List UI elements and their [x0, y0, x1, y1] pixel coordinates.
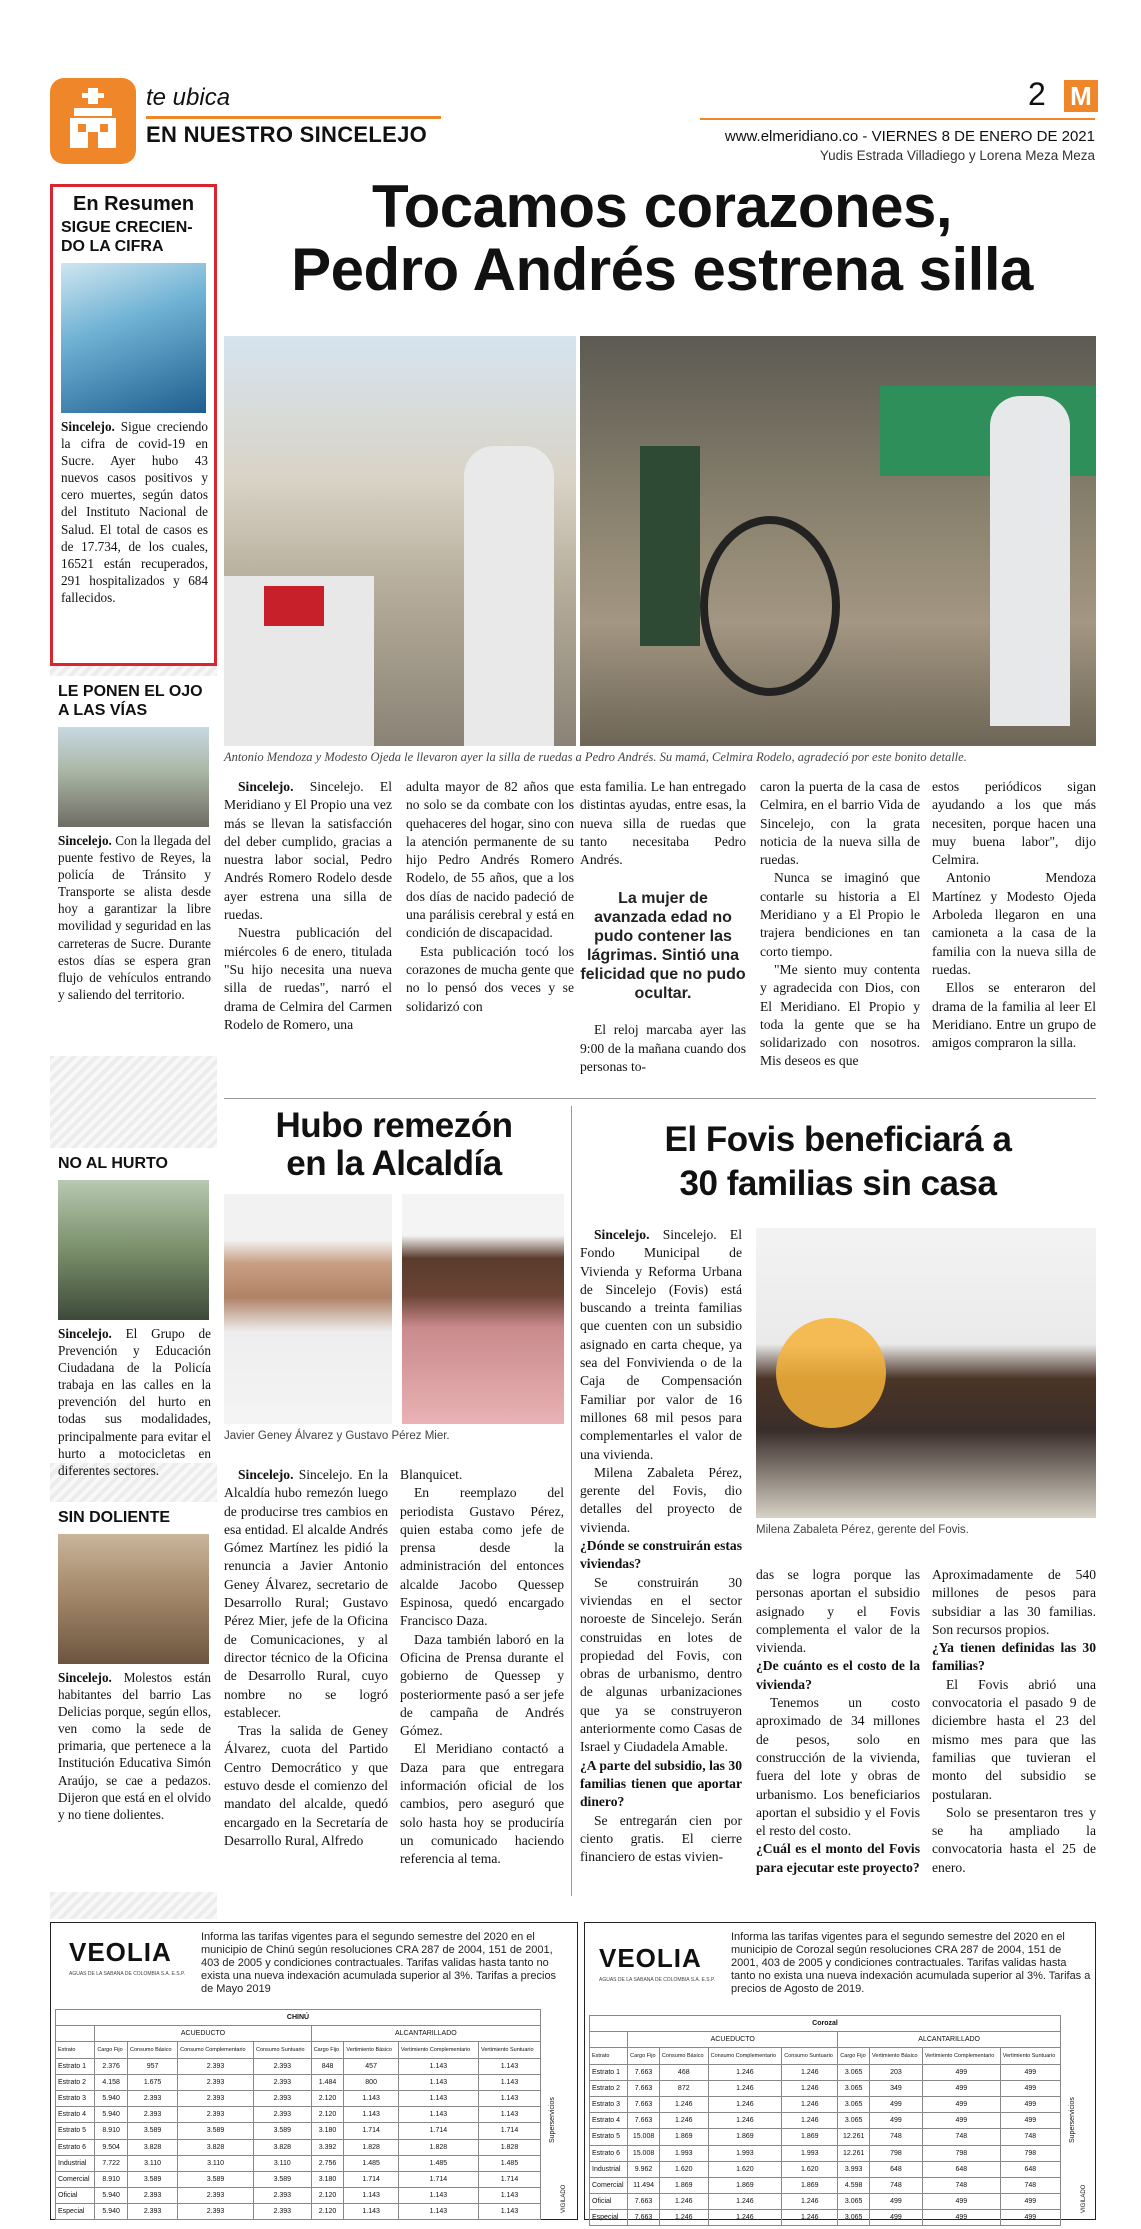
table-cell: 3.589 [128, 2171, 178, 2187]
table-cell: 1.246 [708, 2210, 782, 2226]
table-cell: 800 [344, 2074, 398, 2090]
table-cell: 2.393 [253, 2188, 311, 2204]
table-cell: 1.143 [344, 2188, 398, 2204]
sidebar-text: Sincelejo. Con la llegada del puente festivo de Reyes, la policía de Tránsito y Transporte se alista desde hoy a garantizar la libre movilidad y seguridad en las carreteras de Sucre. Durante estos días se espera gran flujo de vehículos entrando y saliendo del territorio. [58, 833, 211, 1002]
table-cell: 1.485 [344, 2155, 398, 2171]
table-row [56, 2171, 541, 2187]
table-cell: 1.993 [708, 2145, 782, 2161]
table-cell: 5.940 [95, 2204, 128, 2220]
table-group: ALCANTARILLADO [311, 2026, 540, 2042]
table-group: ACUEDUCTO [95, 2026, 311, 2042]
table-cell: 499 [870, 2113, 923, 2129]
table-town: CHINÚ [56, 2010, 541, 2026]
table-cell: 748 [870, 2177, 923, 2193]
table-cell: 1.246 [782, 2096, 838, 2112]
table-cell: 7.663 [628, 2080, 660, 2096]
table-header: Cargo Fijo [311, 2042, 344, 2058]
table-header: Cargo Fijo [838, 2048, 870, 2064]
table-cell: 1.143 [398, 2090, 478, 2106]
table-cell: 4.598 [838, 2177, 870, 2193]
table-cell: 1.246 [782, 2080, 838, 2096]
table-cell: 1.246 [659, 2210, 708, 2226]
main-caption: Antonio Mendoza y Modesto Ojeda le llevaron ayer la silla de ruedas a Pedro Andrés. Su mamá, Celmira Rodelo, agradeció por este bonito detalle. [224, 750, 967, 764]
table-cell: 468 [659, 2064, 708, 2080]
table-cell: 2.393 [253, 2058, 311, 2074]
table-cell: 1.714 [398, 2171, 478, 2187]
table-row [590, 2113, 1061, 2129]
table-row [56, 2058, 541, 2074]
sidebar-item-vias [50, 676, 217, 1056]
table-cell: 1.484 [311, 2074, 344, 2090]
table-row-label: Especial [56, 2204, 95, 2220]
table-cell: 2.393 [178, 2107, 254, 2123]
main-col-5: estos periódicos sigan ayudando a los que más necesiten, porque hacen una muy buena labor", dijo Celmira. Antonio Mendoza Martínez y Modesto Ojeda Arboleda llegaron en una camioneta a la casa de la familia con la nueva silla de ruedas. Ellos se enteraron del drama de la familia al leer El Meridiano. Entre un grupo de amigos compraron la silla. [932, 779, 1096, 1051]
table-cell: 798 [870, 2145, 923, 2161]
table-cell: 499 [1000, 2080, 1060, 2096]
table-row-label: Industrial [590, 2161, 628, 2177]
table-row-label: Oficial [56, 2188, 95, 2204]
table-cell: 1.246 [659, 2096, 708, 2112]
table-row-label: Estrato 2 [56, 2074, 95, 2090]
table-cell: 2.393 [178, 2204, 254, 2220]
table-row [56, 2123, 541, 2139]
table-cell: 1.620 [782, 2161, 838, 2177]
table-row [56, 2204, 541, 2220]
table-row-label: Estrato 6 [590, 2145, 628, 2161]
zabaleta-photo [756, 1228, 1096, 1518]
table-cell: 7.663 [628, 2210, 660, 2226]
table-cell: 2.376 [95, 2058, 128, 2074]
table-cell: 499 [1000, 2064, 1060, 2080]
table-cell: 3.589 [128, 2123, 178, 2139]
table-cell: 2.756 [311, 2155, 344, 2171]
perez-photo [402, 1194, 564, 1424]
table-town: Corozal [590, 2016, 1061, 2032]
sidebar [50, 184, 217, 1919]
police-photo [58, 1180, 209, 1320]
sidebar-head: SIGUE CRECIEN-DO LA CIFRA [61, 219, 193, 255]
table-cell: 1.143 [398, 2188, 478, 2204]
fovis-col-2: das se logra porque las personas aportan el subsidio asignado y el Fovis complementa el valor de la vivienda. ¿De cuánto es el costo de la vivienda? Tenemos un costo aproximado de 34 millones de pesos, solo en construcción de la vivienda, fuera del lote y obras de urbanismo. Los beneficiarios aportan el subsidio y el Fovis el resto del costo. ¿Cuál es el monto del Fovis para ejecutar este proyecto? [756, 1567, 920, 1875]
table-cell: 349 [870, 2080, 923, 2096]
table-cell: 5.940 [95, 2090, 128, 2106]
table-cell: 2.393 [178, 2090, 254, 2106]
table-row [56, 2188, 541, 2204]
sidebar-item-hurto [50, 1148, 217, 1478]
table-cell: 1.143 [478, 2090, 540, 2106]
table-row [590, 2161, 1061, 2177]
table-row [590, 2177, 1061, 2193]
table-row [56, 2090, 541, 2106]
kicker: te ubica [146, 84, 231, 111]
table-header: Consumo Suntuario [253, 2042, 311, 2058]
table-group: ALCANTARILLADO [838, 2032, 1061, 2048]
table-row [590, 2096, 1061, 2112]
table-row-label: Comercial [56, 2171, 95, 2187]
table-cell: 499 [922, 2194, 1000, 2210]
table-cell: 3.828 [253, 2139, 311, 2155]
table-cell: 4.158 [95, 2074, 128, 2090]
table-cell: 748 [922, 2177, 1000, 2193]
table-row [590, 2064, 1061, 2080]
table-cell: 3.180 [311, 2171, 344, 2187]
table-cell: 2.120 [311, 2107, 344, 2123]
table-header: Cargo Fijo [628, 2048, 660, 2064]
table-cell: 2.393 [128, 2188, 178, 2204]
column-divider [571, 1106, 572, 1896]
table-cell: 1.143 [344, 2204, 398, 2220]
fovis-headline-2: 30 familias sin casa [679, 1164, 997, 1203]
table-cell: 499 [1000, 2210, 1060, 2226]
table-row-label: Estrato 4 [590, 2113, 628, 2129]
alcaldia-col-2: Blanquicet. En reemplazo del periodista Gustavo Pérez, quien estaba como jefe de prensa desde la administración del entonces alcalde Jacobo Quessep Espinosa, quedó encargado Francisco Daza. Daza también laboró en la Oficina de Prensa durante el gobierno de Quessep y posteriormente pasó a ser jefe de campaña de Andrés Gómez. El Meridiano contactó a Daza para que entregara información oficial de los cambios, pero aseguró que solo hasta hoy se produciría un comunicado haciendo referencia al tema. [400, 1467, 564, 1867]
table-cell: 499 [922, 2096, 1000, 2112]
covid-photo [61, 263, 206, 413]
table-cell: 748 [1000, 2177, 1060, 2193]
fovis-headline-1: El Fovis beneficiará a [664, 1120, 1012, 1159]
table-cell: 1.246 [782, 2113, 838, 2129]
table-cell: 499 [870, 2194, 923, 2210]
table-cell: 1.246 [708, 2080, 782, 2096]
table-cell: 872 [659, 2080, 708, 2096]
table-header: Consumo Básico [659, 2048, 708, 2064]
table-cell: 1.143 [478, 2188, 540, 2204]
table-cell: 1.620 [659, 2161, 708, 2177]
table-cell: 2.393 [178, 2188, 254, 2204]
table-cell: 2.120 [311, 2188, 344, 2204]
table-cell: 1.828 [398, 2139, 478, 2155]
table-cell: 1.714 [344, 2123, 398, 2139]
table-cell: 2.393 [128, 2090, 178, 2106]
table-cell: 2.393 [253, 2090, 311, 2106]
table-cell: 1.143 [398, 2107, 478, 2123]
table-row-label: Estrato 4 [56, 2107, 95, 2123]
table-header: Estrato [56, 2042, 95, 2058]
table-cell: 7.663 [628, 2064, 660, 2080]
ad-text: Informa las tarifas vigentes para el segundo semestre del 2020 en el municipio de Corozal según resoluciones CRA 287 de 2004, 151 de 2001, 403 de 2005 y condiciones contractuales. Tarifas validas hasta tanto no exista una nueva indexación acumulada superior al 3%. Tarifas a precios de Agosto de 2019. [731, 1931, 1091, 1995]
table-cell: 9.962 [628, 2161, 660, 2177]
table-cell: 1.485 [478, 2155, 540, 2171]
table-cell: 957 [128, 2058, 178, 2074]
veolia-logo: VEOLIA [599, 1943, 702, 1973]
section-title: EN NUESTRO SINCELEJO [146, 122, 428, 147]
family-photo [580, 336, 1096, 746]
table-cell: 1.143 [398, 2058, 478, 2074]
table-cell: 1.246 [708, 2194, 782, 2210]
table-cell: 499 [1000, 2096, 1060, 2112]
table-cell: 1.714 [398, 2123, 478, 2139]
table-blank [590, 2032, 628, 2048]
table-cell: 1.714 [478, 2123, 540, 2139]
table-cell: 3.180 [311, 2123, 344, 2139]
table-row-label: Estrato 5 [56, 2123, 95, 2139]
sidebar-text: Sincelejo. El Grupo de Prevención y Educación Ciudadana de la Policía trabaja en las calles en la prevención del hurto en todas sus modalidades, principalmente para evitar el hurto a motocicletas en diferentes sectores. [58, 1326, 211, 1478]
table-cell: 1.675 [128, 2074, 178, 2090]
main-col-2: adulta mayor de 82 años que no solo se da combate con los quehaceres del hogar, sino con la atención permanente de su hijo Pedro Andrés Romero Rodelo, de 55 años, que a los dos días de nacido padeció de una parálisis cerebral y está en condición de discapacidad. Esta publicación tocó los corazones de mucha gente que no lo pensó dos veces y se solidarizó con [406, 779, 574, 1014]
table-cell: 2.393 [253, 2204, 311, 2220]
table-cell: 3.065 [838, 2210, 870, 2226]
table-row [56, 2107, 541, 2123]
table-row-label: Estrato 2 [590, 2080, 628, 2096]
table-cell: 2.393 [253, 2107, 311, 2123]
table-cell: 2.393 [178, 2058, 254, 2074]
table-cell: 499 [922, 2064, 1000, 2080]
sidebar-item-doliente [50, 1502, 217, 1892]
main-headline-1: Tocamos corazones, [371, 173, 953, 240]
table-cell: 1.143 [398, 2074, 478, 2090]
veolia-ad-corozal [584, 1922, 1096, 2220]
table-row-label: Estrato 3 [56, 2090, 95, 2106]
table-cell: 499 [1000, 2194, 1060, 2210]
table-cell: 1.143 [344, 2107, 398, 2123]
veolia-tagline: AGUAS DE LA SABANA DE COLOMBIA S.A. E.S.P. [69, 1971, 186, 1977]
table-cell: 1.143 [478, 2074, 540, 2090]
sidebar-title: En Resumen [73, 193, 195, 215]
table-cell: 12.261 [838, 2145, 870, 2161]
table-row-label: Estrato 1 [590, 2064, 628, 2080]
table-cell: 499 [922, 2210, 1000, 2226]
table-row [590, 2194, 1061, 2210]
table-cell: 1.869 [659, 2177, 708, 2193]
table-header: Cargo Fijo [95, 2042, 128, 2058]
table-cell: 648 [922, 2161, 1000, 2177]
table-cell: 3.110 [253, 2155, 311, 2171]
table-cell: 3.065 [838, 2194, 870, 2210]
table-cell: 1.246 [659, 2113, 708, 2129]
table-row [590, 2080, 1061, 2096]
ad-footer: VIGILADO [561, 2184, 567, 2213]
table-cell: 7.663 [628, 2096, 660, 2112]
table-header: Vertimiento Complementario [398, 2042, 478, 2058]
table-group: ACUEDUCTO [628, 2032, 838, 2048]
table-cell: 1.246 [659, 2194, 708, 2210]
section-divider [224, 1098, 1096, 1099]
table-row-label: Industrial [56, 2155, 95, 2171]
table-cell: 3.828 [128, 2139, 178, 2155]
table-cell: 499 [870, 2210, 923, 2226]
ad-footer: VIGILADO [1081, 2184, 1087, 2213]
table-cell: 3.392 [311, 2139, 344, 2155]
veolia-ad-chinu [50, 1922, 578, 2220]
sidebar-head: SIN DOLIENTE [58, 1509, 171, 1526]
table-cell: 1.246 [708, 2064, 782, 2080]
table-header: Vertimiento Suntuario [1000, 2048, 1060, 2064]
table-cell: 798 [922, 2145, 1000, 2161]
table-cell: 2.393 [253, 2074, 311, 2090]
geney-photo [224, 1194, 392, 1424]
table-row-label: Estrato 5 [590, 2129, 628, 2145]
table-cell: 3.065 [838, 2064, 870, 2080]
site-date: www.elmeridiano.co - VIERNES 8 DE ENERO DE 2021 [724, 128, 1095, 145]
table-cell: 1.246 [708, 2113, 782, 2129]
table-cell: 8.910 [95, 2123, 128, 2139]
kicker-rule [146, 116, 441, 119]
table-cell: 1.143 [398, 2204, 478, 2220]
table-cell: 848 [311, 2058, 344, 2074]
main-headline-2: Pedro Andrés estrena silla [291, 236, 1033, 303]
table-row-label: Estrato 3 [590, 2096, 628, 2112]
table-cell: 1.828 [344, 2139, 398, 2155]
pullquote: La mujer de avanzada edad no pudo contener las lágrimas. Sintió una felicidad que no pudo ocultar. [580, 890, 746, 1003]
table-cell: 11.494 [628, 2177, 660, 2193]
table-row [56, 2074, 541, 2090]
table-cell: 2.120 [311, 2090, 344, 2106]
table-cell: 3.828 [178, 2139, 254, 2155]
ad-side: Superservicios [549, 2097, 556, 2143]
table-cell: 1.246 [782, 2064, 838, 2080]
table-header: Vertimiento Básico [870, 2048, 923, 2064]
alcaldia-col-1: Sincelejo. Sincelejo. En la Alcaldía hubo remezón luego de producirse tres cambios en esa entidad. El alcalde Andrés Gómez Martínez les pidió la renuncia a Javier Antonio Geney Álvarez, secretario de Desarrollo Rural; Gustavo Pérez Mier, jefe de la Oficina de Comunicaciones, y al director técnico de la Oficina de Desarrollo Rural, cuyo nombre no se logró establecer. Tras la salida de Geney Álvarez, cuota del Partido Centro Democrático y que estuvo desde el comienzo del mandato del alcalde, quedó encargado en la Secretaría de Desarrollo Rural, Alfredo [224, 1467, 388, 1848]
main-col-4: caron la puerta de la casa de Celmira, en el barrio Vida de Sincelejo, con la grata noticia de la nueva silla de ruedas. Nunca se imaginó que contarle su historia a El Meridiano y a El Propio le trajera bendiciones en tan corto tiempo. "Me siento muy contenta y agradecida con Dios, con El Meridiano. El Propio y toda la gente que se ha solidarizado con nosotros. Mis deseos es que [760, 779, 920, 1069]
alcaldia-caption: Javier Geney Álvarez y Gustavo Pérez Mier. [224, 1430, 450, 1442]
table-cell: 2.393 [128, 2204, 178, 2220]
table-cell: 7.663 [628, 2194, 660, 2210]
table-cell: 5.940 [95, 2107, 128, 2123]
table-cell: 7.722 [95, 2155, 128, 2171]
top-rule [700, 118, 1095, 120]
main-col-3: esta familia. Le han entregado distintas ayudas, entre esas, la nueva silla de ruedas que tanto necesitaba Pedro Andrés. La mujer de avanzada edad no pudo contener las lágrimas. Sintió una felicidad que no pudo ocultar. El reloj marcaba ayer las 9:00 de la mañana cuando dos personas to- [580, 779, 746, 1075]
table-cell: 1.869 [782, 2177, 838, 2193]
table-cell: 1.143 [478, 2058, 540, 2074]
table-header: Vertimiento Básico [344, 2042, 398, 2058]
table-cell: 203 [870, 2064, 923, 2080]
table-cell: 1.714 [344, 2171, 398, 2187]
table-cell: 1.143 [478, 2107, 540, 2123]
table-header: Consumo Suntuario [782, 2048, 838, 2064]
table-cell: 8.910 [95, 2171, 128, 2187]
table-cell: 3.065 [838, 2113, 870, 2129]
table-cell: 5.940 [95, 2188, 128, 2204]
tariff-table [589, 2015, 1061, 2226]
table-header: Vertimiento Suntuario [478, 2042, 540, 2058]
sidebar-text: Sincelejo. Molestos están habitantes del barrio Las Delicias porque, según ellos, ven como la sede de primaria, que pertenece a la Institución Educativa Simón Araújo, se cae a pedazos. Dijeron que está en el olvido y no tiene dolientes. [58, 1670, 211, 1822]
table-cell: 1.993 [782, 2145, 838, 2161]
table-cell: 7.663 [628, 2113, 660, 2129]
table-cell: 1.246 [708, 2096, 782, 2112]
table-row-label: Especial [590, 2210, 628, 2226]
table-cell: 3.110 [178, 2155, 254, 2171]
table-cell: 3.589 [253, 2171, 311, 2187]
masthead-logo: M [1064, 80, 1098, 112]
table-header: Consumo Básico [128, 2042, 178, 2058]
school-photo [58, 1534, 209, 1664]
table-cell: 3.589 [178, 2171, 254, 2187]
veolia-logo: VEOLIA [69, 1937, 172, 1967]
table-cell: 499 [1000, 2113, 1060, 2129]
table-cell: 457 [344, 2058, 398, 2074]
table-cell: 1.143 [478, 2204, 540, 2220]
table-cell: 648 [1000, 2161, 1060, 2177]
fovis-col-3: Aproximadamente de 540 millones de pesos para subsidiar a las 30 familias. Son recursos propios. ¿Ya tienen definidas las 30 familias? El Fovis abrió una convocatoria el pasado 9 de diciembre hasta el 23 del mismo mes para que las familias que tuvieran el monto del subsidio se postularan. Solo se presentaron tres y se ha ampliado la convocatoria hasta el 25 de enero. [932, 1567, 1096, 1875]
table-cell: 1.143 [344, 2090, 398, 2106]
road-photo [58, 727, 209, 827]
table-row [56, 2155, 541, 2171]
table-cell: 12.261 [838, 2129, 870, 2145]
main-col-1: Sincelejo. Sincelejo. El Meridiano y El Propio una vez más se llevan la satisfacción del deber cumplido, gracias a nuestra labor social, Pedro Andrés Romero Rodelo desde ayer estrena una silla de ruedas. Nuestra publicación del miércoles 6 de enero, titulada "Su hijo necesita una nueva silla de ruedas", narró el drama de Celmira del Carmen Rodelo de Romero, una [224, 779, 392, 1032]
table-header: Consumo Complementario [178, 2042, 254, 2058]
table-cell: 15.008 [628, 2145, 660, 2161]
table-cell: 1.869 [708, 2129, 782, 2145]
table-cell: 2.393 [128, 2107, 178, 2123]
table-cell: 3.110 [128, 2155, 178, 2171]
fovis-col-1: Sincelejo. Sincelejo. El Fondo Municipal de Vivienda y Reforma Urbana de Sincelejo (Fovis) está buscando a treinta familias que cuenten con un subsidio asignado en carta cheque, ya sea del Fonvivienda o de la Caja de Compensación Familiar por valor de 16 millones 68 mil pesos para complementarles el valor de una vivienda. Milena Zabaleta Pérez, gerente del Fovis, dio detalles del proyecto de vivienda. ¿Dónde se construirán estas viviendas? Se construirán 30 viviendas en el sector noroeste de Sincelejo. Serán construidas en lotes de propiedad del Fovis, con obras de urbanismo, dentro de algunas urbanizaciones que ya se construyeron anteriormente como Casas de Israel y Ciudadela Amable. ¿A parte del subsidio, las 30 familias tienen que aportar dinero? Se entregarán cien por ciento gratis. El cierre financiero de estas vivien- [580, 1227, 742, 1865]
table-cell: 1.828 [478, 2139, 540, 2155]
table-row [56, 2139, 541, 2155]
table-cell: 1.869 [782, 2129, 838, 2145]
table-row-label: Comercial [590, 2177, 628, 2193]
table-cell: 15.008 [628, 2129, 660, 2145]
table-row-label: Oficial [590, 2194, 628, 2210]
sidebar-head: NO AL HURTO [58, 1155, 168, 1172]
alcaldia-headline-2: en la Alcaldía [286, 1144, 502, 1183]
table-header: Consumo Complementario [708, 2048, 782, 2064]
table-cell: 9.504 [95, 2139, 128, 2155]
table-cell: 3.589 [178, 2123, 254, 2139]
table-cell: 2.120 [311, 2204, 344, 2220]
table-cell: 3.993 [838, 2161, 870, 2177]
table-header: Estrato [590, 2048, 628, 2064]
sidebar-head: LE PONEN EL OJO A LAS VÍAS [58, 683, 203, 719]
table-row [590, 2145, 1061, 2161]
table-cell: 499 [922, 2080, 1000, 2096]
sidebar-text: Sincelejo. Sigue creciendo la cifra de covid-19 en Sucre. Ayer hubo 43 nuevos casos positivos y cero muertes, según datos del Instituto Nacional de Salud. El total de casos es de 17.734, de los cuales, 16521 están recuperados, 291 hospitalizados y 684 fallecidos. [61, 419, 208, 605]
authors: Yudis Estrada Villadiego y Lorena Meza Meza [819, 148, 1095, 163]
page-number: 2 [1028, 76, 1046, 112]
tariff-table [55, 2009, 541, 2220]
table-cell: 1.714 [478, 2171, 540, 2187]
table-row [590, 2129, 1061, 2145]
table-row-label: Estrato 6 [56, 2139, 95, 2155]
table-cell: 748 [1000, 2129, 1060, 2145]
table-cell: 1.620 [708, 2161, 782, 2177]
ad-side: Superservicios [1069, 2097, 1076, 2143]
table-header: Vertimiento Complementario [922, 2048, 1000, 2064]
table-cell: 3.589 [253, 2123, 311, 2139]
table-cell: 1.246 [782, 2210, 838, 2226]
table-cell: 748 [922, 2129, 1000, 2145]
table-cell: 1.485 [398, 2155, 478, 2171]
fovis-caption: Milena Zabaleta Pérez, gerente del Fovis. [756, 1524, 969, 1536]
ad-text: Informa las tarifas vigentes para el segundo semestre del 2020 en el municipio de Chinú según resoluciones CRA 287 de 2004, 151 de 2001, 403 de 2005 y condiciones contractuales. Tarifas validas hasta tanto no exista una nueva indexación acumulada superior al 3%. Tarifas a precios de Mayo 2019 [201, 1931, 557, 1995]
table-cell: 748 [870, 2129, 923, 2145]
table-blank [56, 2026, 95, 2042]
veolia-tagline: AGUAS DE LA SABANA DE COLOMBIA S.A. E.S.P. [599, 1977, 716, 1983]
table-cell: 1.869 [708, 2177, 782, 2193]
table-cell: 3.065 [838, 2080, 870, 2096]
table-row-label: Estrato 1 [56, 2058, 95, 2074]
alcaldia-headline-1: Hubo remezón [275, 1106, 513, 1145]
table-cell: 1.993 [659, 2145, 708, 2161]
table-cell: 798 [1000, 2145, 1060, 2161]
table-cell: 3.065 [838, 2096, 870, 2112]
table-row [590, 2210, 1061, 2226]
table-cell: 648 [870, 2161, 923, 2177]
table-cell: 499 [870, 2096, 923, 2112]
delivery-photo [224, 336, 576, 746]
table-cell: 499 [922, 2113, 1000, 2129]
section-icon [50, 78, 136, 164]
table-cell: 1.869 [659, 2129, 708, 2145]
table-cell: 2.393 [178, 2074, 254, 2090]
table-cell: 1.246 [782, 2194, 838, 2210]
sidebar-item-covid [50, 184, 217, 666]
